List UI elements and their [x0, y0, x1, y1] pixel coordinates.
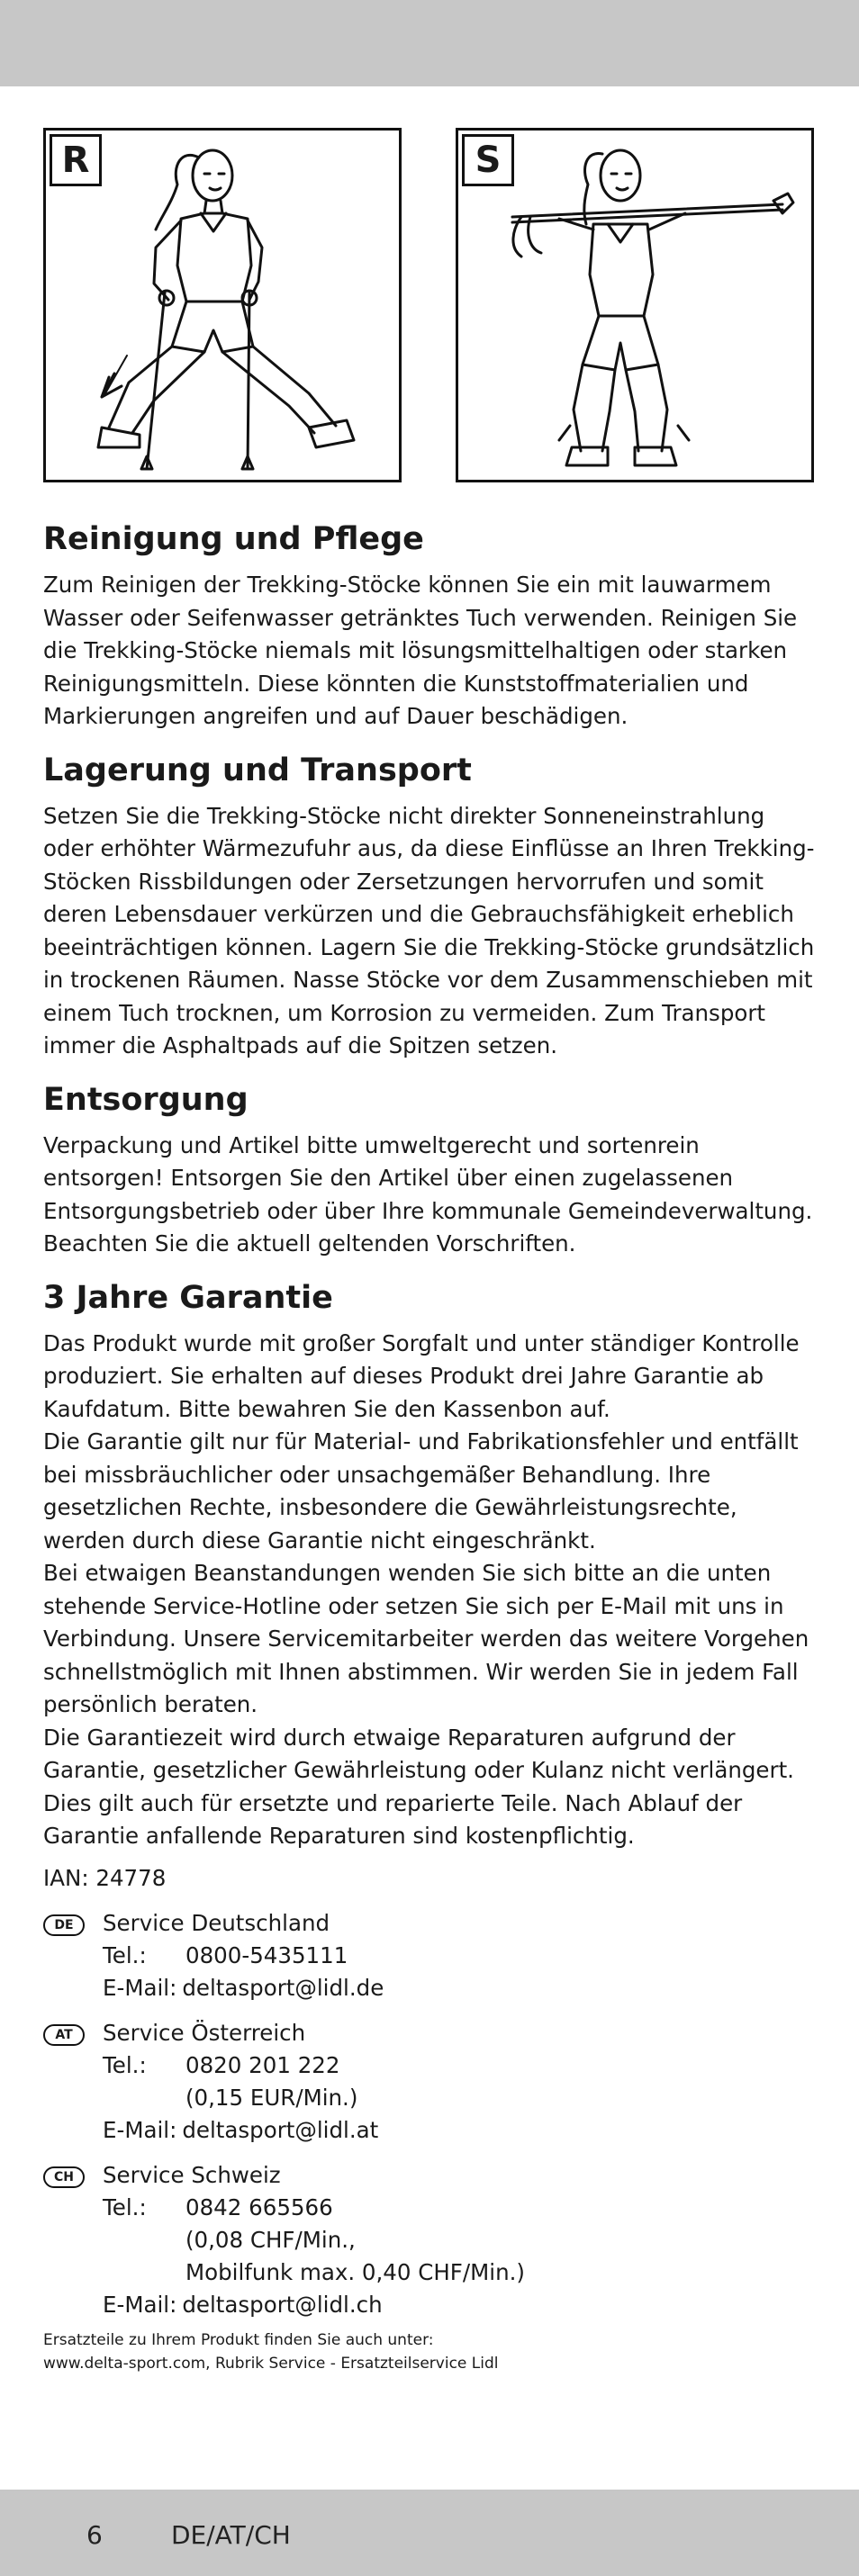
service-ch: [43, 2159, 818, 2321]
email-ch[interactable]: deltasport@lidl.ch: [182, 2291, 383, 2318]
figure-s: [456, 128, 814, 482]
service-at: [43, 2017, 818, 2147]
heading-cleaning: Reinigung und Pflege: [43, 521, 424, 557]
country-badge-at: AT: [43, 2024, 85, 2046]
mail-label-de: E-Mail:: [103, 1974, 177, 2001]
mail-label-at: E-Mail:: [103, 2116, 177, 2143]
text-warranty-1: Das Produkt wurde mit großer Sorgfalt und unter ständiger Kontrolle produziert. Sie erhalten auf dieses Produkt drei Jahre Garantie ab Kaufdatum. Bitte bewahren Sie den Kassenbon auf.: [43, 1329, 800, 1422]
tel-label-de: Tel.:: [103, 1941, 147, 1968]
header-bar: [0, 0, 859, 86]
ian-number: IAN: 24778: [43, 1864, 167, 1891]
spare-parts-line-1: Ersatzteile zu Ihrem Produkt finden Sie auch unter:: [43, 2330, 434, 2349]
heading-storage: Lagerung und Transport: [43, 752, 472, 788]
text-warranty-4: Die Garantiezeit wird durch etwaige Reparaturen aufgrund der Garantie, gesetzlicher Gewährleistung oder Kulanz nicht verlängert. Dies gilt auch für ersetzte und reparierte Teile. Nach Ablauf der Garantie anfallende Reparaturen sind kostenpflichtig.: [43, 1724, 794, 1849]
spare-parts-note: [43, 2328, 818, 2375]
text-disposal: Verpackung und Artikel bitte umweltgerecht und sortenrein entsorgen! Entsorgen Sie den Artikel über einen zugelassenen Entsorgungsbetrieb oder über Ihre kommunale Gemeindeverwaltung. Beachten Sie die aktuell geltenden Vorschriften.: [43, 1131, 813, 1256]
main-content: [43, 506, 818, 2375]
text-cleaning: Zum Reinigen der Trekking-Stöcke können Sie ein mit lauwarmem Wasser oder Seifenwasser getränktes Tuch verwenden. Reinigen Sie die Trekking-Stöcke niemals mit lösungsmittelhaltigen oder starken Reinigungsmitteln. Diese könnten die Kunststoffmaterialien und Markierungen angreifen und auf Dauer beschädigen.: [43, 572, 798, 729]
figure-label-r: R: [50, 134, 102, 186]
text-warranty-2: Die Garantie gilt nur für Material- und Fabrikationsfehler und entfällt bei missbräuchlicher oder unsachgemäßer Behandlung. Ihre gesetzlichen Rechte, insbesondere die Gewährleistungsrechte, werden durch diese Garantie nicht eingeschränkt.: [43, 1428, 799, 1554]
service-title-at: Service Österreich: [103, 2019, 306, 2046]
text-warranty-3: Bei etwaigen Beanstandungen wenden Sie sich bitte an die unten stehende Service-Hotline oder setzen Sie sich per E-Mail mit uns in Verbindung. Unsere Servicemitarbeiter werden das weitere Vorgehen schnellstmöglich mit Ihnen abstimmen. Wir werden Sie in jedem Fall persönlich beraten.: [43, 1560, 809, 1717]
footer-bar: [0, 2490, 859, 2576]
text-storage: Setzen Sie die Trekking-Stöcke nicht direkter Sonneneinstrahlung oder erhöhter Wärmezufuhr aus, da diese Einflüsse an Ihren Trekking-Stöcken Rissbildungen oder Zersetzungen hervorrufen und somit deren Lebensdauer verkürzen und die Gebrauchsfähigkeit erheblich beeinträchtigen können. Lagern Sie die Trekking-Stöcke grundsätzlich in trockenen Räumen. Nasse Stöcke vor dem Zusammenschieben mit einem Tuch trocknen, um Korrosion zu vermeiden. Zum Transport immer die Asphaltpads auf die Spitzen setzen.: [43, 802, 815, 1058]
phone-at[interactable]: 0820 201 222: [185, 2051, 340, 2078]
phone-ch[interactable]: 0842 665566: [185, 2193, 333, 2220]
service-de: [43, 1907, 818, 2004]
country-badge-ch: CH: [43, 2166, 85, 2188]
service-title-de: Service Deutschland: [103, 1909, 330, 1936]
phone-note-ch-1: (0,08 CHF/Min.,: [185, 2226, 356, 2253]
phone-note-at: (0,15 EUR/Min.): [185, 2084, 358, 2111]
page-number: 6: [86, 2520, 103, 2550]
tel-label-ch: Tel.:: [103, 2193, 147, 2220]
heading-disposal: Entsorgung: [43, 1081, 249, 1118]
figure-label-s: S: [462, 134, 514, 186]
phone-note-ch-2: Mobilfunk max. 0,40 CHF/Min.): [185, 2258, 525, 2285]
phone-de[interactable]: 0800-5435111: [185, 1941, 348, 1968]
service-title-ch: Service Schweiz: [103, 2161, 281, 2188]
spare-parts-line-2[interactable]: www.delta-sport.com, Rubrik Service - Ersatzteilservice Lidl: [43, 2354, 499, 2373]
figure-r: [43, 128, 402, 482]
heading-warranty: 3 Jahre Garantie: [43, 1279, 333, 1316]
email-at[interactable]: deltasport@lidl.at: [182, 2116, 379, 2143]
email-de[interactable]: deltasport@lidl.de: [182, 1974, 384, 2001]
country-badge-de: DE: [43, 1914, 85, 1936]
tel-label-at: Tel.:: [103, 2051, 147, 2078]
footer-language: DE/AT/CH: [171, 2520, 291, 2550]
mail-label-ch: E-Mail:: [103, 2291, 177, 2318]
